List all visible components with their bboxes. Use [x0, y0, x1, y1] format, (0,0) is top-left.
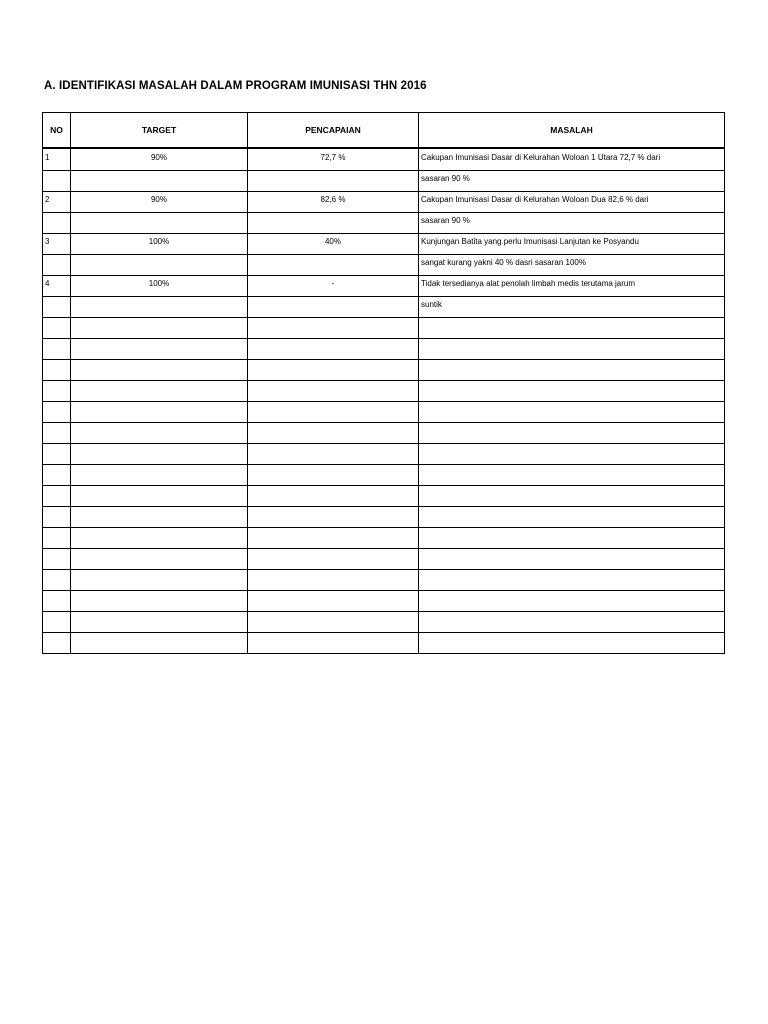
problem-identification-table — [42, 112, 725, 654]
cell-pencapaian — [248, 590, 419, 611]
cell-target — [71, 338, 248, 359]
cell-masalah — [419, 632, 725, 653]
cell-masalah: suntik — [419, 296, 725, 317]
cell-pencapaian — [248, 485, 419, 506]
table-row — [43, 212, 725, 233]
table-row — [43, 443, 725, 464]
cell-target — [71, 443, 248, 464]
cell-masalah — [419, 527, 725, 548]
table-row — [43, 317, 725, 338]
cell-pencapaian: - — [248, 275, 419, 296]
cell-pencapaian — [248, 527, 419, 548]
table-row — [43, 569, 725, 590]
cell-masalah: Cakupan Imunisasi Dasar di Kelurahan Woloan 1 Utara 72,7 % dari — [419, 148, 725, 171]
cell-no — [43, 485, 71, 506]
cell-no — [43, 359, 71, 380]
cell-no — [43, 506, 71, 527]
cell-pencapaian — [248, 401, 419, 422]
cell-no — [43, 548, 71, 569]
table-row — [43, 254, 725, 275]
cell-pencapaian — [248, 506, 419, 527]
cell-pencapaian — [248, 254, 419, 275]
cell-no — [43, 296, 71, 317]
header-masalah: MASALAH — [419, 113, 725, 148]
cell-no — [43, 380, 71, 401]
cell-pencapaian — [248, 317, 419, 338]
cell-masalah — [419, 422, 725, 443]
cell-no: 3 — [43, 233, 71, 254]
cell-target — [71, 527, 248, 548]
cell-masalah — [419, 401, 725, 422]
cell-no — [43, 338, 71, 359]
table-row — [43, 170, 725, 191]
cell-target: 90% — [71, 148, 248, 171]
cell-no — [43, 401, 71, 422]
cell-masalah — [419, 464, 725, 485]
cell-no — [43, 632, 71, 653]
cell-no — [43, 170, 71, 191]
cell-masalah — [419, 359, 725, 380]
table-row — [43, 233, 725, 254]
table-row — [43, 422, 725, 443]
table-row — [43, 611, 725, 632]
cell-target: 100% — [71, 275, 248, 296]
cell-target — [71, 590, 248, 611]
cell-target — [71, 254, 248, 275]
table-row — [43, 338, 725, 359]
cell-pencapaian: 82,6 % — [248, 191, 419, 212]
cell-masalah: sangat kurang yakni 40 % dasri sasaran 100% — [419, 254, 725, 275]
cell-pencapaian: 72,7 % — [248, 148, 419, 171]
cell-target — [71, 611, 248, 632]
cell-masalah — [419, 338, 725, 359]
cell-target — [71, 380, 248, 401]
header-no: NO — [43, 113, 71, 148]
cell-no: 4 — [43, 275, 71, 296]
table-body — [43, 148, 725, 654]
table-header-row — [43, 113, 725, 148]
cell-target: 100% — [71, 233, 248, 254]
cell-no — [43, 569, 71, 590]
cell-masalah: sasaran 90 % — [419, 212, 725, 233]
cell-target — [71, 359, 248, 380]
cell-no — [43, 464, 71, 485]
cell-target — [71, 464, 248, 485]
cell-masalah — [419, 380, 725, 401]
cell-target — [71, 296, 248, 317]
table-row — [43, 380, 725, 401]
cell-pencapaian — [248, 422, 419, 443]
cell-target — [71, 632, 248, 653]
cell-target — [71, 317, 248, 338]
cell-pencapaian — [248, 296, 419, 317]
table-row — [43, 548, 725, 569]
cell-masalah: Tidak tersedianya alat penolah limbah medis terutama jarum — [419, 275, 725, 296]
cell-masalah — [419, 548, 725, 569]
cell-no — [43, 212, 71, 233]
cell-masalah — [419, 506, 725, 527]
cell-masalah: sasaran 90 % — [419, 170, 725, 191]
cell-masalah — [419, 590, 725, 611]
cell-pencapaian — [248, 548, 419, 569]
table-row — [43, 527, 725, 548]
cell-pencapaian — [248, 170, 419, 191]
cell-no — [43, 527, 71, 548]
cell-pencapaian — [248, 380, 419, 401]
cell-pencapaian — [248, 338, 419, 359]
cell-target — [71, 548, 248, 569]
table-row — [43, 506, 725, 527]
table-row — [43, 275, 725, 296]
cell-target — [71, 401, 248, 422]
table-row — [43, 464, 725, 485]
document-title: A. IDENTIFIKASI MASALAH DALAM PROGRAM IMUNISASI THN 2016 — [44, 80, 427, 92]
cell-target — [71, 569, 248, 590]
cell-pencapaian — [248, 443, 419, 464]
header-pencapaian: PENCAPAIAN — [248, 113, 419, 148]
cell-masalah — [419, 317, 725, 338]
cell-pencapaian — [248, 464, 419, 485]
cell-no — [43, 611, 71, 632]
table-row — [43, 148, 725, 171]
cell-pencapaian — [248, 212, 419, 233]
cell-pencapaian — [248, 611, 419, 632]
cell-no — [43, 590, 71, 611]
cell-target — [71, 506, 248, 527]
cell-target — [71, 212, 248, 233]
cell-no — [43, 443, 71, 464]
cell-masalah — [419, 485, 725, 506]
cell-pencapaian — [248, 359, 419, 380]
cell-masalah — [419, 569, 725, 590]
cell-target: 90% — [71, 191, 248, 212]
cell-pencapaian: 40% — [248, 233, 419, 254]
cell-masalah: Cakupan Imunisasi Dasar di Kelurahan Woloan Dua 82,6 % dari — [419, 191, 725, 212]
cell-target — [71, 170, 248, 191]
cell-no — [43, 317, 71, 338]
cell-target — [71, 422, 248, 443]
table-row — [43, 590, 725, 611]
cell-masalah — [419, 443, 725, 464]
cell-masalah — [419, 611, 725, 632]
cell-pencapaian — [248, 569, 419, 590]
cell-no: 1 — [43, 148, 71, 171]
table-row — [43, 401, 725, 422]
table-row — [43, 359, 725, 380]
table-row — [43, 191, 725, 212]
cell-no — [43, 254, 71, 275]
cell-no — [43, 422, 71, 443]
cell-no: 2 — [43, 191, 71, 212]
header-target: TARGET — [71, 113, 248, 148]
cell-pencapaian — [248, 632, 419, 653]
cell-target — [71, 485, 248, 506]
table-row — [43, 485, 725, 506]
table-row — [43, 632, 725, 653]
table-row — [43, 296, 725, 317]
cell-masalah: Kunjungan Batita yang perlu Imunisasi Lanjutan ke Posyandu — [419, 233, 725, 254]
